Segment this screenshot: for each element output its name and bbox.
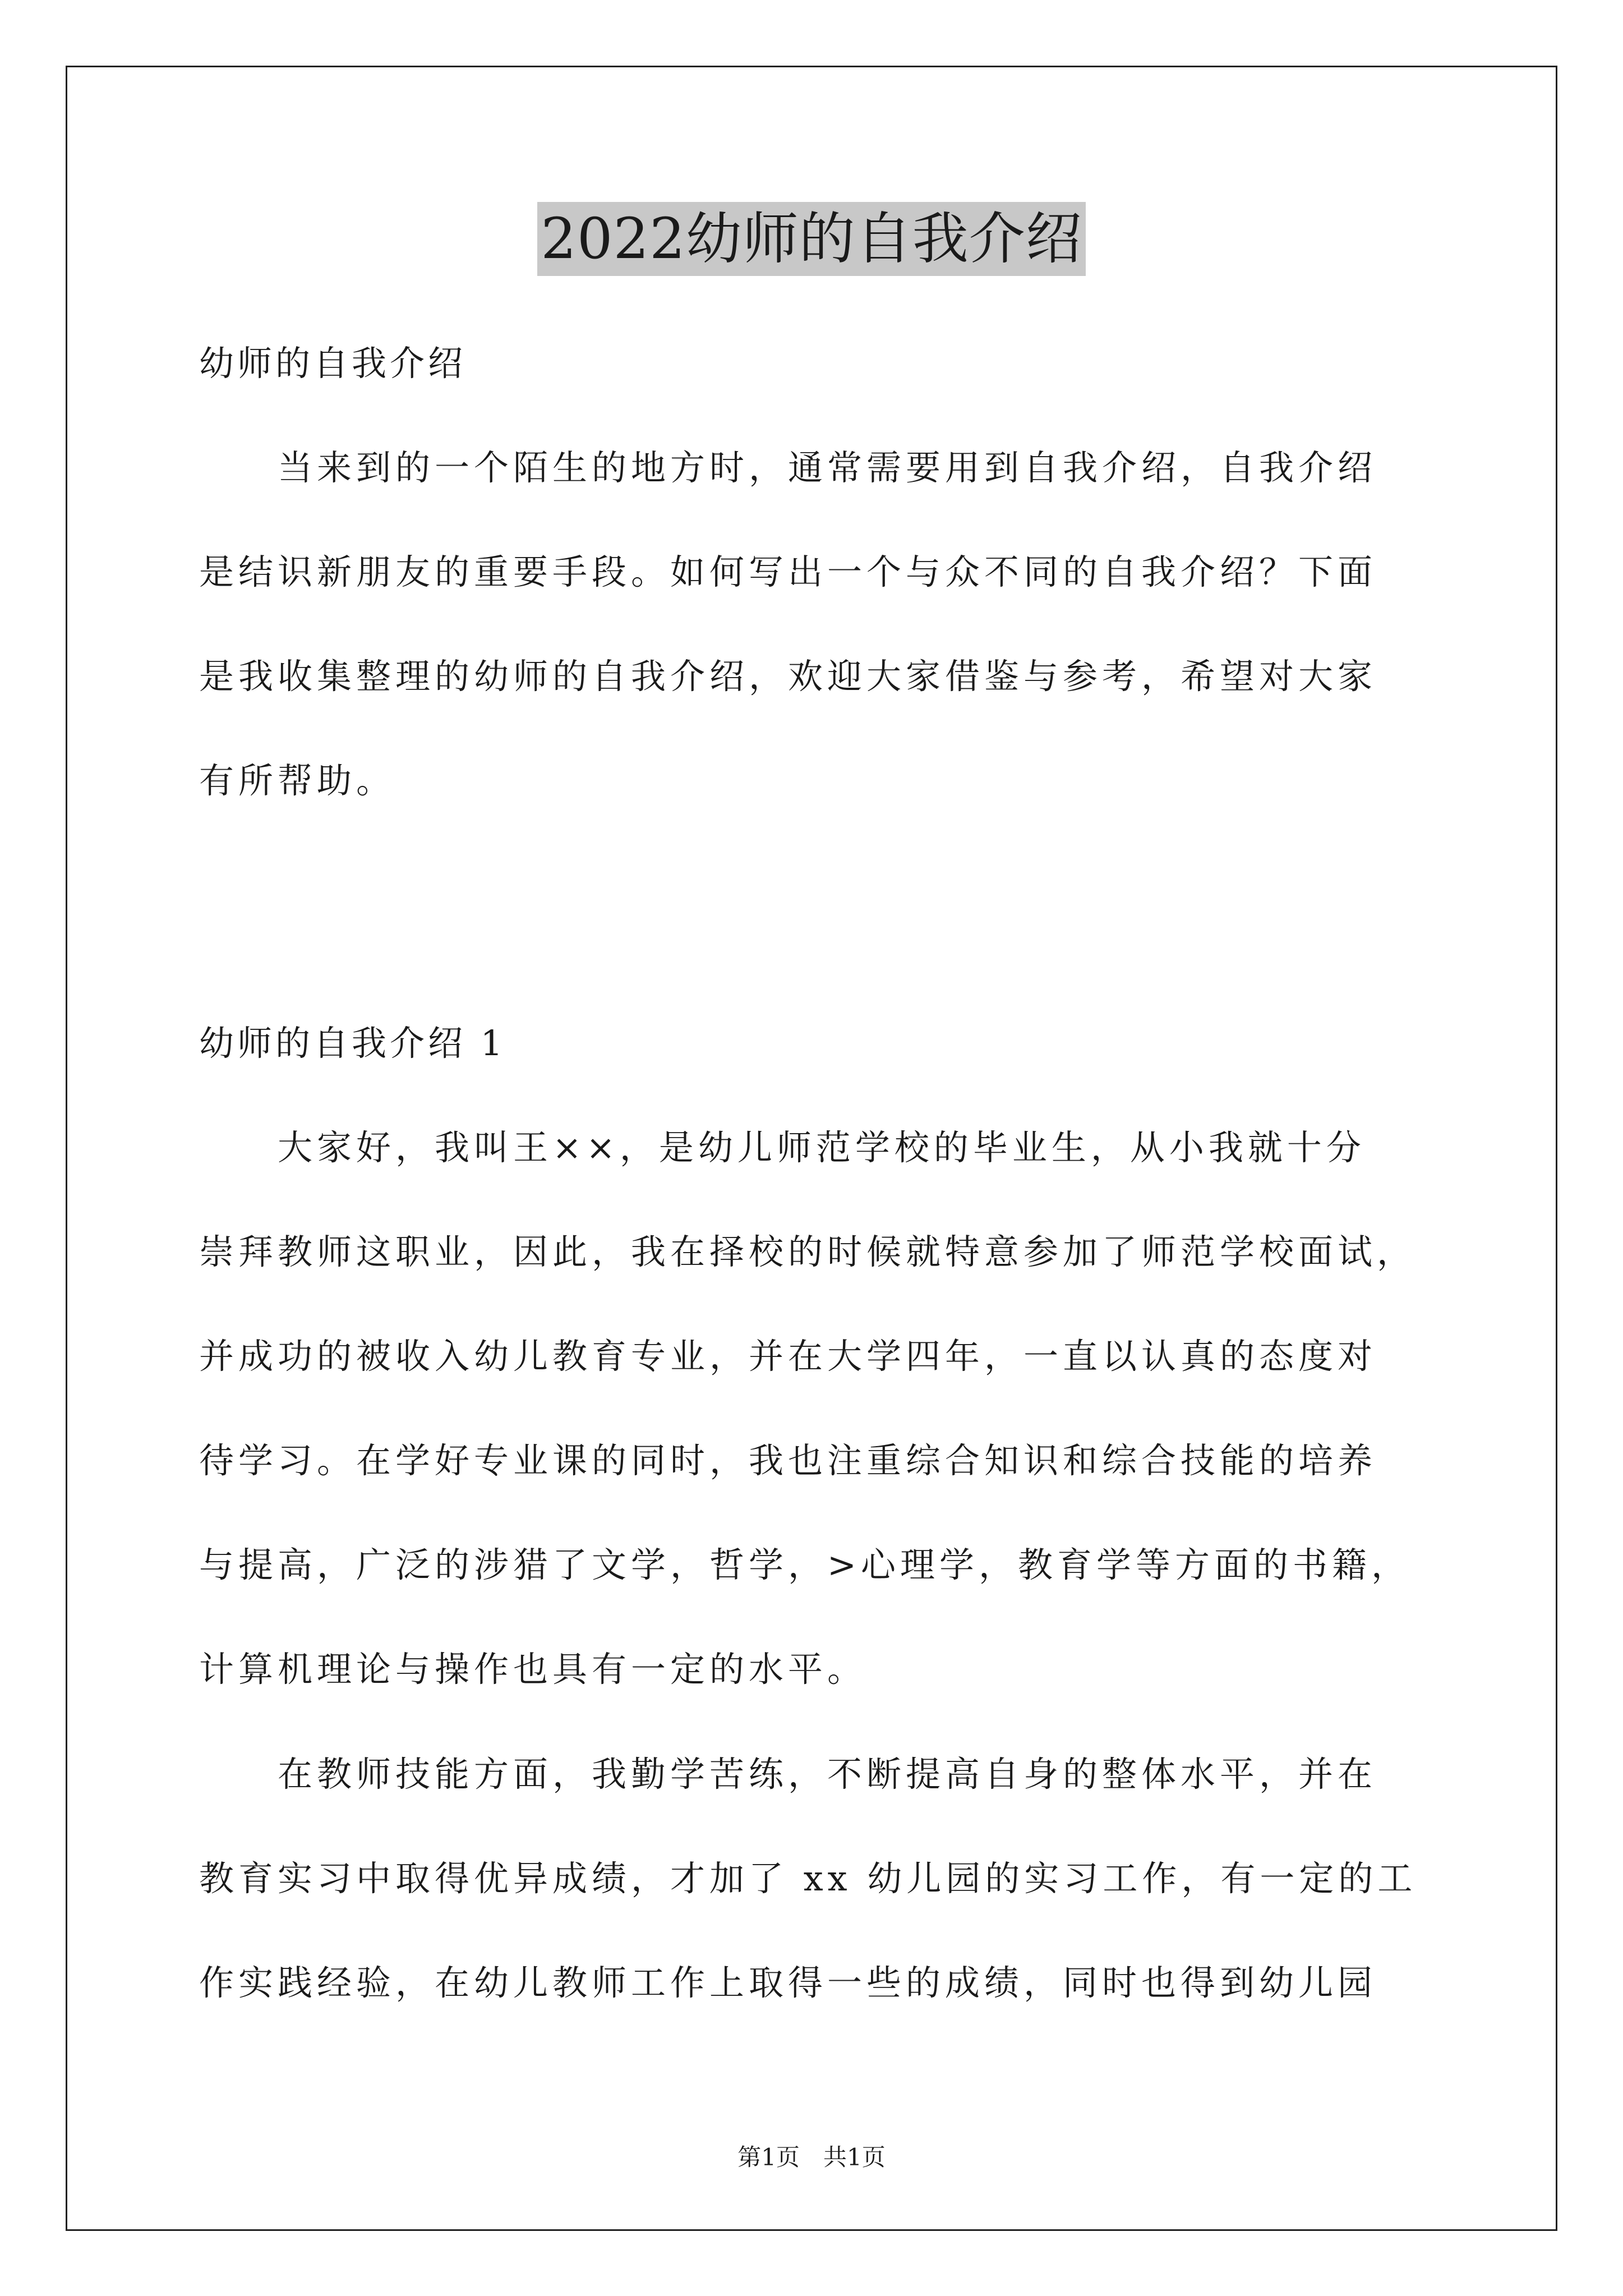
paragraph-line: 待学习。在学好专业课的同时，我也注重综合知识和综合技能的培养	[199, 1440, 1377, 1481]
page-footer: 第1页 共1页	[737, 2143, 886, 2171]
paragraph-line: 在教师技能方面，我勤学苦练，不断提高自身的整体水平，并在	[278, 1754, 1377, 1795]
intro-line: 是我收集整理的幼师的自我介绍，欢迎大家借鉴与参考，希望对大家	[199, 656, 1377, 697]
paragraph-line: 作实践经验，在幼儿教师工作上取得一些的成绩，同时也得到幼儿园	[199, 1962, 1377, 2003]
paragraph-line: 教育实习中取得优异成绩，才加了 xx 幼儿园的实习工作，有一定的工	[199, 1858, 1417, 1899]
title-wrap	[0, 202, 1623, 276]
intro-line: 有所帮助。	[199, 760, 396, 801]
intro-line: 当来到的一个陌生的地方时，通常需要用到自我介绍，自我介绍	[278, 447, 1377, 488]
document-title: 2022幼师的自我介绍	[537, 202, 1086, 276]
section-heading: 幼师的自我介绍 1	[199, 1023, 506, 1064]
paragraph-line: 崇拜教师这职业，因此，我在择校的时候就特意参加了师范学校面试，	[199, 1231, 1417, 1272]
paragraph-line: 计算机理论与操作也具有一定的水平。	[199, 1649, 867, 1690]
paragraph-line: 并成功的被收入幼儿教育专业，并在大学四年，一直以认真的态度对	[199, 1336, 1377, 1377]
paragraph-line: 与提高，广泛的涉猎了文学，哲学，>心理学，教育学等方面的书籍，	[199, 1544, 1410, 1585]
subtitle: 幼师的自我介绍	[199, 343, 467, 384]
paragraph-line: 大家好，我叫王××，是幼儿师范学校的毕业生，从小我就十分	[278, 1127, 1366, 1168]
intro-line: 是结识新朋友的重要手段。如何写出一个与众不同的自我介绍？下面	[199, 551, 1377, 592]
